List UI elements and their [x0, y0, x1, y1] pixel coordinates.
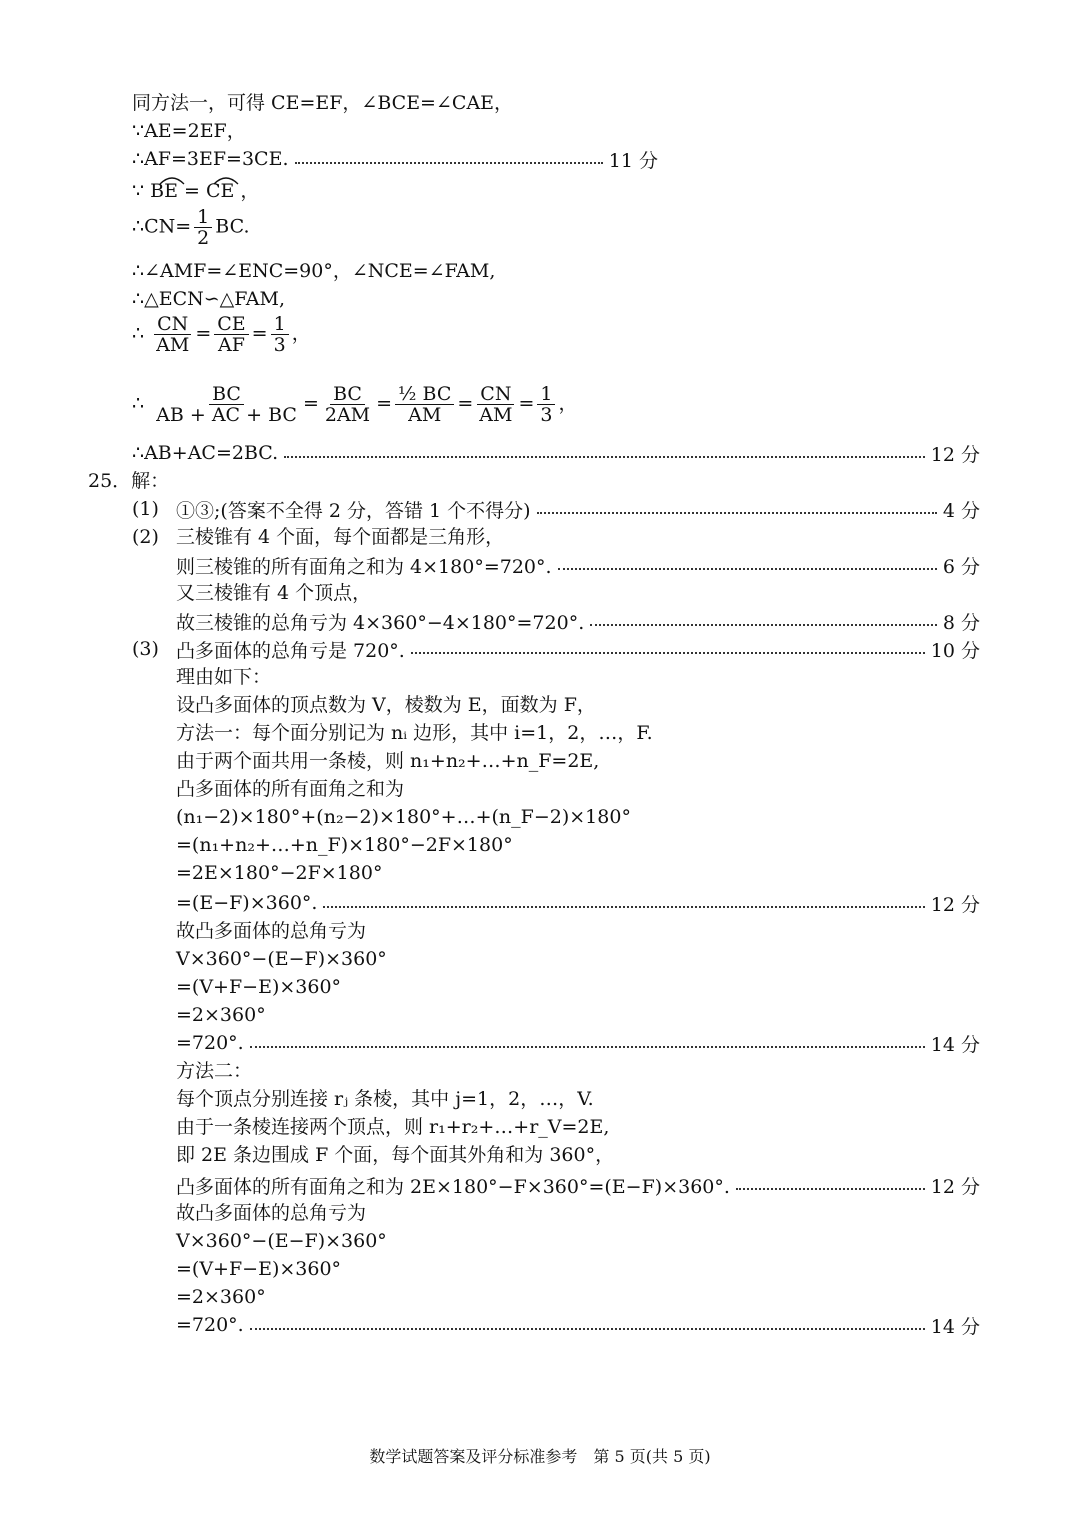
scored-line [176, 1172, 980, 1198]
fraction [476, 384, 515, 425]
dot-leader [323, 906, 924, 908]
dot-leader [537, 512, 937, 514]
text-line: ∵ BE = CE ， [132, 180, 260, 202]
fraction [322, 384, 373, 425]
dot-leader [250, 1328, 925, 1330]
text-line: 即 2E 条边围成 F 个面，每个面其外角和为 360°， [176, 1144, 615, 1166]
text-line: (n₁−2)×180°+(n₂−2)×180°+…+(n_F−2)×180° [176, 806, 631, 828]
text-line: ∴△ECN∽△FAM, [132, 288, 286, 310]
arc-marks [156, 172, 246, 186]
scored-line [176, 1312, 980, 1338]
numerator: BC [209, 384, 244, 405]
fraction [537, 384, 555, 425]
dot-leader [590, 624, 937, 626]
denominator: AB + AC + BC [156, 404, 297, 426]
text-line: =720°. [176, 1314, 244, 1336]
text-line: 故三棱锥的总角亏为 4×360°−4×180°=720°. [176, 611, 585, 634]
score-label: 12 分 [930, 443, 980, 466]
scored-line [176, 890, 980, 916]
fraction [153, 384, 300, 425]
text-line: 凸多面体的总角亏是 720°. [176, 639, 405, 662]
score-label: 11 分 [608, 149, 658, 172]
score-label: 4 分 [942, 499, 980, 522]
formula-text: ， [291, 322, 311, 345]
dot-leader [558, 568, 937, 570]
denominator: 2 [197, 227, 210, 249]
part-number: (1) [132, 498, 159, 520]
text-line: ∵AE=2EF， [132, 120, 246, 142]
scored-line [176, 552, 980, 578]
score-label: 12 分 [930, 1175, 980, 1198]
text-line: 由于两个面共用一条棱，则 n₁+n₂+…+n_F=2E, [176, 750, 600, 772]
dot-leader [250, 1046, 925, 1048]
text-line: 理由如下： [176, 666, 272, 688]
text-line: =2E×180°−2F×180° [176, 862, 383, 884]
text-line: =720°. [176, 1032, 244, 1054]
denominator: 3 [273, 334, 286, 356]
scored-line [176, 636, 980, 662]
formula-text: ， [558, 392, 578, 415]
text-line: ∴∠AMF=∠ENC=90°，∠NCE=∠FAM, [132, 260, 496, 282]
denominator: AF [218, 334, 245, 356]
page-footer: 数学试题答案及评分标准参考 第 5 页(共 5 页) [369, 1447, 711, 1466]
text-line: 由于一条棱连接两个顶点，则 r₁+r₂+…+r_V=2E, [176, 1116, 610, 1138]
formula-text: ∴ [132, 322, 145, 345]
fraction [395, 384, 454, 425]
denominator: AM [156, 334, 190, 356]
text-line: 故凸多面体的总角亏为 [176, 920, 367, 942]
scored-line [132, 440, 980, 466]
part-number: (2) [132, 526, 159, 548]
formula-text: BC. [215, 215, 250, 238]
text-line: ∴AB+AC=2BC. [132, 442, 279, 464]
formula-text: ∴ [132, 392, 145, 415]
scored-line [176, 608, 980, 634]
formula-line: ∴ $\frac{BC}{AB + AC + BC}$ = $\frac{BC}{2AM}$ = $\frac{\text{½ BC}}{AM}$ = $\frac{CN}{AM}$ = $\frac{1}{3}$ ， [132, 383, 578, 426]
text-line: 凸多面体的所有面角之和为 [176, 778, 405, 800]
text-line: ①③;(答案不全得 2 分，答错 1 个不得分) [176, 499, 531, 522]
denominator: 2AM [324, 404, 371, 426]
numerator: 1 [271, 314, 289, 335]
text-line: =2×360° [176, 1004, 266, 1026]
formula-line: ∴ $\frac{CN}{AM}$ = $\frac{CE}{AF}$ = $\frac{1}{3}$ ， [132, 313, 311, 356]
numerator: BC [330, 384, 365, 405]
score-label: 14 分 [930, 1315, 980, 1338]
text-line: =(E−F)×360°. [176, 892, 318, 914]
denominator: AM [479, 404, 513, 426]
dot-leader [736, 1188, 925, 1190]
text-line: 故凸多面体的总角亏为 [176, 1202, 367, 1224]
denominator: AM [408, 404, 442, 426]
score-label: 10 分 [930, 639, 980, 662]
score-label: 8 分 [942, 611, 980, 634]
numerator: 1 [537, 384, 555, 405]
text-line: 则三棱锥的所有面角之和为 4×180°=720°. [176, 555, 552, 578]
text-line: ∴AF=3EF=3CE. [132, 148, 289, 170]
text-line: =(n₁+n₂+…+n_F)×180°−2F×180° [176, 834, 513, 856]
score-label: 6 分 [942, 555, 980, 578]
text-line: =(V+F−E)×360° [176, 1258, 342, 1280]
text-line: 方法二： [176, 1060, 253, 1082]
text-line: 设凸多面体的顶点数为 V，棱数为 E，面数为 F， [176, 694, 596, 716]
text-line: 每个顶点分别连接 rⱼ 条棱，其中 j=1，2，…，V. [176, 1088, 594, 1110]
dot-leader [295, 162, 603, 164]
score-label: 14 分 [930, 1033, 980, 1056]
numerator: CE [214, 314, 248, 335]
fraction [214, 314, 248, 355]
fraction [194, 207, 212, 248]
text-line: V×360°−(E−F)×360° [176, 1230, 387, 1252]
fraction [153, 314, 192, 355]
text-line: V×360°−(E−F)×360° [176, 948, 387, 970]
text-line: 三棱锥有 4 个面，每个面都是三角形， [176, 526, 505, 548]
score-label: 12 分 [930, 893, 980, 916]
numerator: CN [154, 314, 191, 335]
formula-line [132, 207, 249, 248]
question-number: 25．解： [88, 470, 170, 492]
dot-leader [411, 652, 925, 654]
text-line: 同方法一，可得 CE=EF，∠BCE=∠CAE， [132, 92, 514, 114]
numerator: ½ BC [395, 384, 454, 405]
text-line: 又三棱锥有 4 个顶点， [176, 582, 372, 604]
scored-line [176, 1030, 980, 1056]
text-line: 凸多面体的所有面角之和为 2E×180°−F×360°=(E−F)×360°. [176, 1175, 730, 1198]
dot-leader [284, 456, 925, 458]
numerator: CN [477, 384, 514, 405]
denominator: 3 [540, 404, 553, 426]
text-line: =2×360° [176, 1286, 266, 1308]
scored-line [176, 496, 980, 522]
text-line: =(V+F−E)×360° [176, 976, 342, 998]
scored-line [132, 146, 658, 172]
text-line: 方法一：每个面分别记为 nᵢ 边形，其中 i=1，2，…，F. [176, 722, 653, 744]
formula-text: ∴CN= [132, 215, 192, 238]
part-number: (3) [132, 638, 159, 660]
fraction [271, 314, 289, 355]
numerator: 1 [194, 207, 212, 228]
